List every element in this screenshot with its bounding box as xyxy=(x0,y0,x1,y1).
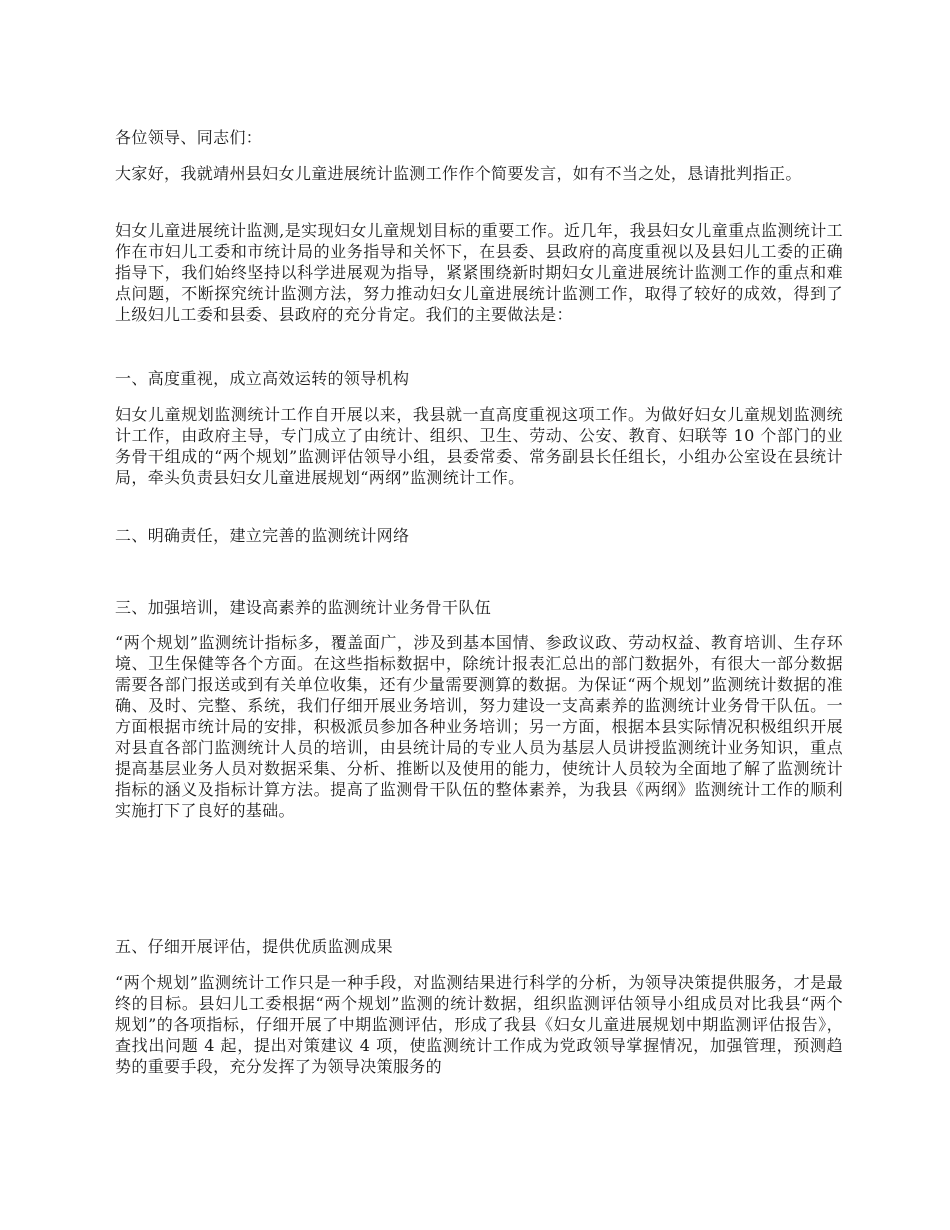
section-3-heading: 三、加强培训，建设高素养的监测统计业务骨干队伍 xyxy=(115,598,492,617)
intro-paragraph: 大家好，我就靖州县妇女儿童进展统计监测工作作个简要发言，如有不当之处，恳请批判指正。 xyxy=(115,164,802,183)
section-5-heading: 五、仔细开展评估，提供优质监测成果 xyxy=(115,937,393,956)
section-3-body: “两个规划”监测统计指标多，覆盖面广，涉及到基本国情、参政议政、劳动权益、教育培训、生存环境、卫生保健等各个方面。在这些指标数据中，除统计报表汇总出的部门数据外，有很大一部分数据需要各部门报送或到有关单位收集，还有少量需要测算的数据。为保证“两个规划”监测统计数据的准确、及时、完整、系统，我们仔细开展业务培训，努力建设一支高素养的监测统计业务骨干队伍。一方面根据市统计局的安排，积极派员参加各种业务培训；另一方面，根据本县实际情况积极组织开展对县直各部门监测统计人员的培训，由县统计局的专业人员为基层人员讲授监测统计业务知识，重点提高基层业务人员对数据采集、分析、推断以及使用的能力，使统计人员较为全面地了解了监测统计指标的涵义及指标计算方法。提高了监测骨干队伍的整体素养，为我县《两纲》监测统计工作的顺利实施打下了良好的基础。 xyxy=(115,633,843,820)
section-1-body: 妇女儿童规划监测统计工作自开展以来，我县就一直高度重视这项工作。为做好妇女儿童规划监测统计工作，由政府主导，专门成立了由统计、组织、卫生、劳动、公安、教育、妇联等 10 个部门的业务骨干组成的“两个规划”监测评估领导小组，县委常委、常务副县长任组长，小组办公室设在县统计局，牵头负责县妇女儿童进展规划“两纲”监测统计工作。 xyxy=(115,405,843,487)
section-5-body: “两个规划”监测统计工作只是一种手段，对监测结果进行科学的分析，为领导决策提供服务，才是最终的目标。县妇儿工委根据“两个规划”监测的统计数据，组织监测评估领导小组成员对比我县“两个规划”的各项指标，仔细开展了中期监测评估，形成了我县《妇女儿童进展规划中期监测评估报告》，查找出问题 4 起，提出对策建议 4 项，使监测统计工作成为党政领导掌握情况，加强管理，预测趋势的重要手段，充分发挥了为领导决策服务的 xyxy=(115,973,843,1076)
section-2-heading: 二、明确责任，建立完善的监测统计网络 xyxy=(115,526,410,545)
section-1-heading: 一、高度重视，成立高效运转的领导机构 xyxy=(115,369,410,388)
salutation: 各位领导、同志们： xyxy=(115,128,263,147)
overview-paragraph: 妇女儿童进展统计监测,是实现妇女儿童规划目标的重要工作。近几年，我县妇女儿童重点监测统计工作在市妇儿工委和市统计局的业务指导和关怀下，在县委、县政府的高度重视以及县妇儿工委的正确指导下，我们始终坚持以科学进展观为指导，紧紧围绕新时期妇女儿童进展统计监测工作的重点和难点问题，不断探究统计监测方法，努力推动妇女儿童进展统计监测工作，取得了较好的成效，得到了上级妇儿工委和县委、县政府的充分肯定。我们的主要做法是： xyxy=(115,221,843,324)
